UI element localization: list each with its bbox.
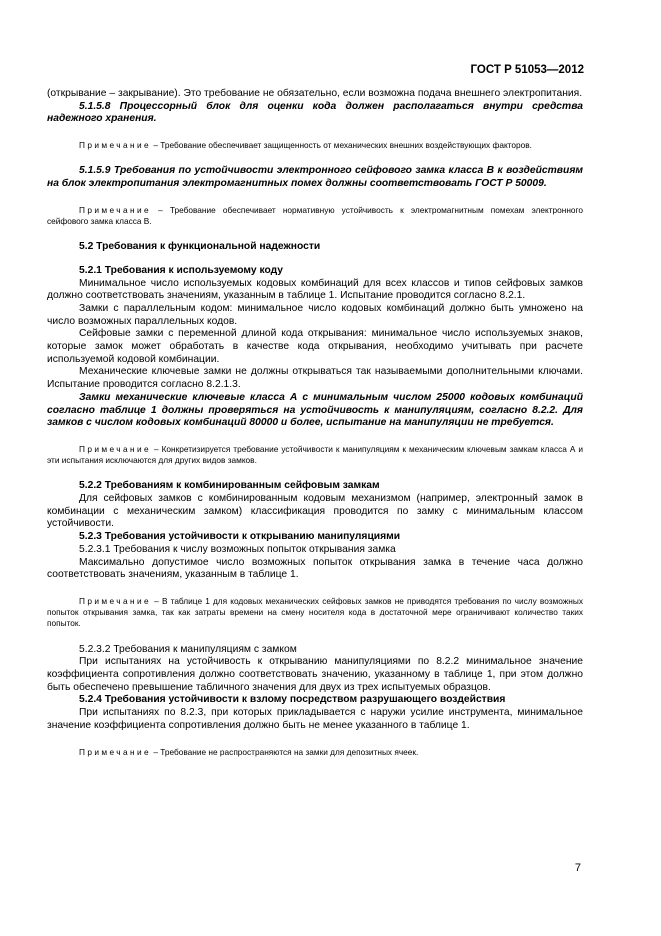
subsection-heading-5-2-3-1: 5.2.3.1 Требования к числу возможных попыток открывания замка [79, 543, 396, 555]
paragraph: При испытаниях на устойчивость к открыванию манипуляциями по 8.2.2 минимальное значение коэффициента сопротивления должно соответствовать значению, указанному в таблице 1, при этом должно быть обеспечено превышение табличного значения для двух из трех испытуемых образцов. [47, 656, 583, 693]
note-dash: – [151, 746, 161, 757]
document-body [47, 88, 583, 758]
note-dash: – [151, 204, 170, 215]
section-heading-5-2-1: 5.2.1 Требования к используемому коду [79, 264, 284, 276]
note-text: В таблице 1 для кодовых механических сейфовых замков не приводятся требования по числу возможных попыток открывания замка, так как затраты времени на смену носителя кода в достаточной мере ограничивают количество таких попыток. [47, 596, 584, 629]
clause-5-1-5-8: 5.1.5.8 Процессорный блок для оценки кода должен располагаться внутри средства надежного хранения. [47, 100, 583, 125]
note [47, 747, 583, 758]
section-heading-5-2-3: 5.2.3 Требования устойчивости к открыванию манипуляциями [79, 531, 401, 543]
note-label: Примечание [79, 204, 152, 215]
note-text: Требование обеспечивает нормативную устойчивость к электромагнитным помехам электронного сейфового замка класса В. [47, 204, 583, 226]
paragraph: При испытаниях по 8.2.3, при которых прикладывается с наружи усилие инструмента, минимальное значение коэффициента сопротивления должно быть не менее указанного в таблице 1. [47, 707, 583, 731]
note-dash: – [151, 443, 162, 454]
document-header: ГОСТ Р 51053—2012 [470, 64, 584, 76]
paragraph: Механические ключевые замки не должны открываться так называемыми дополнительными ключами. Испытание проводится согласно 8.2.1.3. [47, 366, 583, 391]
note-text: Требование обеспечивает защищенность от механических внешних воздействующих факторов. [160, 140, 532, 151]
note [47, 444, 583, 466]
paragraph: Минимальное число используемых кодовых комбинаций для всех классов и типов сейфовых замков должно соответствовать значениям, указанным в таблице 1. Испытание проводится согласно 8.2.1. [47, 277, 583, 302]
paragraph: Максимально допустимое число возможных попыток открывания замка в течение часа должно соответствовать значениям, указанным в таблице 1. [47, 556, 583, 581]
note-label: Примечание [79, 596, 152, 606]
paragraph: Для сейфовых замков с комбинированным кодовым механизмом (например, электронный замок в комбинации с механическим замком) классификация проводится по замку с минимальным классом устойчивости. [47, 493, 583, 530]
note-label: Примечание [79, 140, 152, 151]
note [47, 205, 583, 227]
note-label: Примечание [79, 443, 152, 454]
note-dash: – [151, 140, 161, 151]
clause-5-1-5-9: 5.1.5.9 Требования по устойчивости электронного сейфового замка класса В к воздействиям на блок электропитания электромагнитных помех должны соответствовать ГОСТ Р 50009. [47, 165, 583, 190]
section-heading-5-2: 5.2 Требования к функциональной надежности [79, 241, 321, 253]
paragraph-emphasis: Замки механические ключевые класса А с минимальным числом 25000 кодовых комбинаций согласно таблице 1 должны проверяться на устойчивость к манипуляциям, согласно 8.2.2. Для замков с числом кодовых комбинаций 80000 и более, испытание на манипуляции не требуется. [47, 391, 583, 429]
note [47, 140, 583, 151]
section-heading-5-2-4: 5.2.4 Требования устойчивости к взлому посредством разрушающего воздействия [79, 694, 506, 706]
paragraph: Замки с параллельным кодом: минимальное число кодовых комбинаций должно быть умножено на число возможных параллельных кодов. [47, 302, 583, 327]
note-text: Конкретизируется требование устойчивости к манипуляциям к механическим ключевым замкам класса А и эти испытания исключаются для других видов замков. [47, 443, 583, 466]
paragraph: (открывание – закрывание). Это требование не обязательно, если возможна подача внешнего электропитания. [47, 88, 583, 99]
section-heading-5-2-2: 5.2.2 Требованиям к комбинированным сейфовым замкам [79, 480, 380, 492]
paragraph: Сейфовые замки с переменной длиной кода открывания: минимальное число используемых знаков, которые замок может обработать в качестве кода открывания, необходимо учитывать при расчете используемой кодовой комбинации. [47, 328, 583, 365]
note-text: Требование не распространяются на замки для депозитных ячеек. [160, 746, 419, 757]
subsection-heading-5-2-3-2: 5.2.3.2 Требования к манипуляциям с замком [79, 643, 297, 655]
page-number: 7 [574, 862, 581, 874]
note-dash: – [151, 596, 162, 606]
note [47, 596, 583, 630]
note-label: Примечание [79, 746, 152, 757]
